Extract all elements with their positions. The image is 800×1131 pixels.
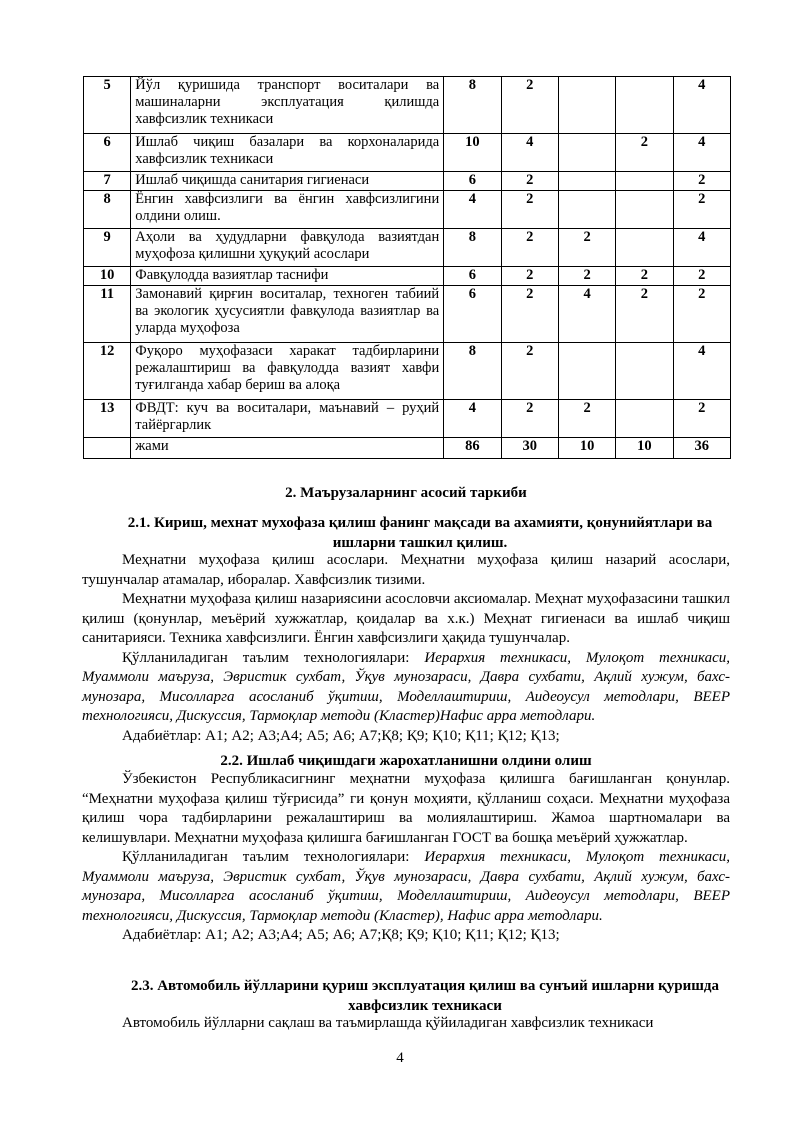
- row-topic: Ишлаб чиқишда санитария гигиенаси: [131, 172, 444, 191]
- hours-lecture: 4: [501, 134, 558, 172]
- row-topic: Ишлаб чиқиш базалари ва корхоналарида хавфсизлик техникаси: [131, 134, 444, 172]
- hours-independent: 2: [673, 286, 730, 343]
- hours-independent: 2: [673, 191, 730, 229]
- hours-lecture: 2: [501, 267, 558, 286]
- hours-independent: 2: [673, 267, 730, 286]
- hours-lab: [616, 191, 673, 229]
- hours-independent: 2: [673, 172, 730, 191]
- hours-total: 86: [444, 438, 501, 459]
- table-row: [84, 191, 731, 229]
- hours-independent: 2: [673, 400, 730, 438]
- hours-lab: [616, 172, 673, 191]
- hours-lab: [616, 77, 673, 134]
- row-topic: Фуқоро муҳофазаси харакат тадбирларини режалаштириш ва фавқулодда вазият хавфи туғилганда хабар бериш ва алоқа: [131, 343, 444, 400]
- hours-total: 4: [444, 400, 501, 438]
- table-row: [84, 77, 731, 134]
- page-number: 4: [396, 1050, 404, 1066]
- table-total-row: [84, 438, 731, 459]
- section-2-3-title: 2.3. Автомобиль йўлларини қуриш эксплуатация қилиш ва сунъий ишларни қуришда хавфсизлик техникаси: [130, 978, 720, 1014]
- hours-practical: 10: [558, 438, 615, 459]
- hours-independent: 36: [673, 438, 730, 459]
- hours-total: 6: [444, 172, 501, 191]
- row-number: 7: [84, 172, 131, 191]
- hours-independent: 4: [673, 343, 730, 400]
- hours-lecture: 2: [501, 77, 558, 134]
- hours-practical: 2: [558, 400, 615, 438]
- row-number: 11: [84, 286, 131, 343]
- table-row: [84, 286, 731, 343]
- hours-independent: 4: [673, 229, 730, 267]
- technologies-label: Қўлланиладиган таълим технологиялари:: [122, 849, 425, 865]
- section-2-1-body: [82, 551, 730, 746]
- row-number: 10: [84, 267, 131, 286]
- row-number: 8: [84, 191, 131, 229]
- hours-practical: 4: [558, 286, 615, 343]
- hours-practical: [558, 343, 615, 400]
- section-2-2-title: 2.2. Ишлаб чиқишдаги жарохатланишни олдини олиш: [220, 753, 592, 769]
- section-2-2-body: [82, 770, 730, 946]
- literature-line: Адабиётлар: А1; А2; А3;А4; А5; А6; А7;Қ8; Қ9; Қ10; Қ11; Қ12; Қ13;: [122, 927, 560, 943]
- hours-lecture: 2: [501, 229, 558, 267]
- technologies-paragraph: [82, 848, 730, 926]
- row-number: 9: [84, 229, 131, 267]
- hours-total: 8: [444, 229, 501, 267]
- paragraph: Меҳнатни муҳофаза қилиш назариясини асословчи аксиомалар. Меҳнат муҳофазасини ташкил қилиш (қонунлар, меъёрий хужжатлар, қоидалар ва х.к.) Меҳнат гигиенаси ва ишлаб чиқиш санитарияси. Техника хавфсизлиги. Ёнгин хавфсизлиги ҳақида тушунчалар.: [82, 591, 730, 646]
- section-2-title: 2. Маърузаларнинг асосий таркиби: [285, 485, 527, 501]
- hours-independent: 4: [673, 77, 730, 134]
- hours-lecture: 2: [501, 286, 558, 343]
- literature-line: Адабиётлар: А1; А2; А3;А4; А5; А6; А7;Қ8; Қ9; Қ10; Қ11; Қ12; Қ13;: [122, 727, 560, 744]
- paragraph: Автомобиль йўлларни сақлаш ва таъмирлашда қўйиладиган хавфсизлик техникаси: [122, 1015, 654, 1031]
- technologies-list: Иерархия техникаси, Мулоқот техникаси, Муаммоли маъруза, Эвристик сухбат, Ўқув мунозараси, Давра сухбати, Ақлий хужум, бахс-мунозара, Мисолларга асосланиб ўқитиш, Моделлаштириш, Аидеоусул методлари, BEEP технологияси, Дискуссия, Тармоқлар методи (Кластер)Нафис арра методлари.: [82, 649, 731, 724]
- hours-lecture: 2: [501, 172, 558, 191]
- table-row: [84, 400, 731, 438]
- row-number: [84, 438, 131, 459]
- hours-independent: 4: [673, 134, 730, 172]
- hours-practical: [558, 172, 615, 191]
- technologies-label: Қўлланиладиган таълим технологиялари:: [122, 649, 425, 666]
- hours-lecture: 30: [501, 438, 558, 459]
- row-topic: Йўл қуришида транспорт воситалари ва машиналарни эксплуатация қилишда хавфсизлик техникаси: [131, 77, 444, 134]
- paragraph: Меҳнатни муҳофаза қилиш асослари. Меҳнатни муҳофаза қилиш назарий асослари, тушунчалар атамалар, иборалар. Хавфсизлик тизими.: [82, 552, 730, 588]
- row-number: 12: [84, 343, 131, 400]
- technologies-paragraph: [82, 649, 730, 727]
- hours-total: 4: [444, 191, 501, 229]
- hours-lab: 2: [616, 134, 673, 172]
- hours-practical: [558, 134, 615, 172]
- section-2-1-title: 2.1. Кириш, мехнат мухофаза қилиш фанинг мақсади ва ахамияти, қонунийятлари ва ишларни ташкил қилиш.: [127, 515, 713, 551]
- hours-lab: [616, 343, 673, 400]
- hours-total: 10: [444, 134, 501, 172]
- table-row: [84, 229, 731, 267]
- hours-practical: 2: [558, 229, 615, 267]
- table-row: [84, 343, 731, 400]
- hours-lab: [616, 229, 673, 267]
- technologies-list: Иерархия техникаси, Мулоқот техникаси, Муаммоли маъруза, Эвристик сухбат, Ўқув мунозараси, Давра сухбати, Ақлий хужум, бахс-мунозара, Мисолларга асосланиб ўқитиш, Моделлаштириш, Аидеоусул методлари, BEEP технологияси, Дискуссия, Тармоқлар методи (Кластер), Нафис арра методлари.: [82, 849, 731, 924]
- hours-total: 6: [444, 267, 501, 286]
- hours-total: 8: [444, 77, 501, 134]
- row-topic: ФВДТ: куч ва воситалари, маънавий – руҳий тайёргарлик: [131, 400, 444, 438]
- paragraph: Ўзбекистон Республикасигнинг меҳнатни муҳофаза қилишга бағишланган қонунлар. “Меҳнатни муҳофаза қилиш тўғрисида” ги қонун моҳияти, қўлланиш соҳаси. Меҳнатни муҳофаза қилиш чора тадбирларини режалаштириш ва молиялаштириш. Жамоа шартномалари ва келишувлари. Меҳнатни муҳофаза қилишга бағишланган ГОСТ ва бошқа меъёрий ҳужжатлар.: [82, 771, 730, 846]
- hours-lab: [616, 400, 673, 438]
- row-topic: Аҳоли ва ҳудудларни фавқулода вазиятдан муҳофоза қилишни ҳуқуқий асослари: [131, 229, 444, 267]
- hours-lecture: 2: [501, 343, 558, 400]
- hours-practical: 2: [558, 267, 615, 286]
- row-topic: Фавқулодда вазиятлар таснифи: [131, 267, 444, 286]
- table-row: [84, 172, 731, 191]
- row-number: 6: [84, 134, 131, 172]
- row-topic: Ёнгин хавфсизлиги ва ёнгин хавфсизлигини олдини олиш.: [131, 191, 444, 229]
- section-2-3-body: [82, 1014, 730, 1034]
- table-row: [84, 267, 731, 286]
- row-topic: жами: [131, 438, 444, 459]
- row-number: 13: [84, 400, 131, 438]
- study-plan-table: [83, 76, 731, 459]
- row-topic: Замонавий қирғин воситалар, техноген табиий ва экологик ҳусусиятли фавқулода вазиятлар ва уларда муҳофоза: [131, 286, 444, 343]
- hours-lecture: 2: [501, 191, 558, 229]
- hours-total: 6: [444, 286, 501, 343]
- hours-total: 8: [444, 343, 501, 400]
- row-number: 5: [84, 77, 131, 134]
- hours-lab: 2: [616, 286, 673, 343]
- table-row: [84, 134, 731, 172]
- hours-practical: [558, 191, 615, 229]
- hours-lecture: 2: [501, 400, 558, 438]
- hours-lab: 10: [616, 438, 673, 459]
- hours-practical: [558, 77, 615, 134]
- hours-lab: 2: [616, 267, 673, 286]
